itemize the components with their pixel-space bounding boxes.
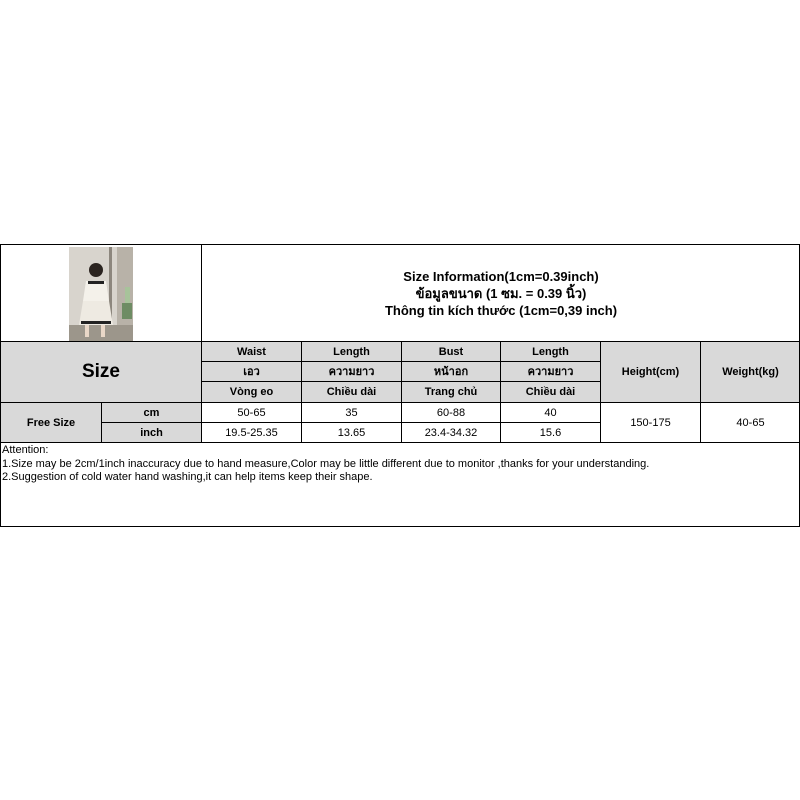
cm-length-value: 35 <box>301 402 401 422</box>
col-length2-vi: Chiều dài <box>500 381 600 402</box>
attention-notes <box>0 442 800 527</box>
col-waist-en: Waist <box>201 341 301 361</box>
col-bust-en: Bust <box>401 341 500 361</box>
size-information-title <box>201 244 800 341</box>
photo-cell <box>0 244 201 341</box>
title-thai: ข้อมูลขนาด (1 ซม. = 0.39 นิ้ว) <box>415 285 587 301</box>
col-length2-en: Length <box>500 341 600 361</box>
col-length2-th: ความยาว <box>500 361 600 381</box>
inch-length2-value: 15.6 <box>500 422 600 442</box>
col-bust-th: หน้าอก <box>401 361 500 381</box>
size-chart-table <box>0 244 800 527</box>
cm-bust-value: 60-88 <box>401 402 500 422</box>
cm-length2-value: 40 <box>500 402 600 422</box>
free-size-label: Free Size <box>0 402 101 442</box>
unit-inch: inch <box>101 422 201 442</box>
col-length-vi: Chiều dài <box>301 381 401 402</box>
title-english: Size Information(1cm=0.39inch) <box>403 268 599 284</box>
col-length-th: ความยาว <box>301 361 401 381</box>
size-header: Size <box>0 341 201 402</box>
note-item: 2.Suggestion of cold water hand washing,it can help items keep their shape. <box>2 471 373 483</box>
col-waist-th: เอว <box>201 361 301 381</box>
product-image <box>69 247 133 342</box>
note-item: 1.Size may be 2cm/1inch inaccuracy due to hand measure,Color may be little different due to monitor ,thanks for your understanding. <box>2 457 650 470</box>
product-photo-girl-in-dress <box>69 247 133 342</box>
weight-value: 40-65 <box>700 402 800 442</box>
weight-header: Weight(kg) <box>700 341 800 402</box>
inch-bust-value: 23.4-34.32 <box>401 422 500 442</box>
inch-length-value: 13.65 <box>301 422 401 442</box>
cm-waist-value: 50-65 <box>201 402 301 422</box>
unit-cm: cm <box>101 402 201 422</box>
col-length-en: Length <box>301 341 401 361</box>
col-bust-vi: Trang chủ <box>401 381 500 402</box>
notes-title: Attention: <box>2 444 49 456</box>
inch-waist-value: 19.5-25.35 <box>201 422 301 442</box>
col-waist-vi: Vòng eo <box>201 381 301 402</box>
height-header: Height(cm) <box>600 341 700 402</box>
height-value: 150-175 <box>600 402 700 442</box>
title-vietnamese: Thông tin kích thước (1cm=0,39 inch) <box>384 302 618 318</box>
